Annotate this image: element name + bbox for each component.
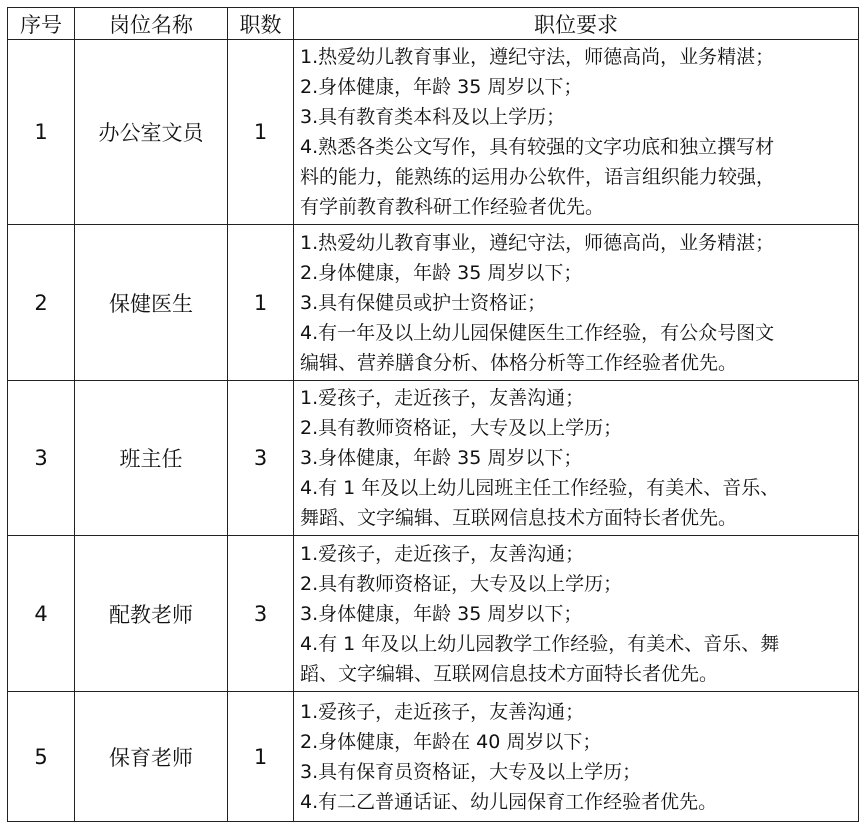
requirement-line: 4.熟悉各类公文写作，具有较强的文字功底和独立撰写材 — [300, 136, 775, 158]
requirement-line: 2.身体健康，年龄在 40 周岁以下； — [300, 730, 602, 753]
table-row — [8, 40, 859, 225]
job-requirements-table — [7, 7, 859, 822]
requirement-line: 3.身体健康，年龄 35 周岁以下； — [300, 447, 583, 469]
requirement-line: 4.有一年及以上幼儿园保健医生工作经验，有公众号图文 — [300, 321, 775, 344]
requirement-line: 3.具有保育员资格证，大专及以上学历； — [300, 760, 642, 783]
cell-position: 保育老师 — [75, 692, 228, 822]
table-row — [8, 536, 859, 692]
requirement-line: 2.身体健康，年龄 35 周岁以下； — [300, 76, 583, 98]
cell-position: 配教老师 — [75, 536, 228, 692]
requirement-line: 1.爱孩子，走近孩子，友善沟通； — [300, 542, 585, 565]
requirement-line: 有学前教育教科研工作经验者优先。 — [300, 196, 605, 218]
cell-position: 班主任 — [75, 381, 228, 536]
cell-count: 3 — [228, 536, 294, 692]
requirement-line: 舞蹈、文字编辑、互联网信息技术方面特长者优先。 — [300, 507, 738, 529]
cell-requirements — [294, 536, 859, 692]
cell-no: 4 — [8, 536, 75, 692]
requirement-line: 2.具有教师资格证，大专及以上学历； — [300, 572, 623, 595]
header-no: 序号 — [8, 8, 75, 40]
cell-requirements — [294, 692, 859, 822]
requirement-line: 4.有 1 年及以上幼儿园教学工作经验，有美术、音乐、舞 — [300, 632, 780, 655]
table-row — [8, 225, 859, 381]
header-position: 岗位名称 — [75, 8, 228, 40]
cell-no: 3 — [8, 381, 75, 536]
header-row — [8, 8, 859, 40]
cell-no: 2 — [8, 225, 75, 381]
cell-requirements — [294, 225, 859, 381]
cell-count: 3 — [228, 381, 294, 536]
header-count: 职数 — [228, 8, 294, 40]
requirement-line: 1.热爱幼儿教育事业，遵纪守法，师德高尚，业务精湛； — [300, 46, 775, 68]
requirement-line: 3.具有教育类本科及以上学历； — [300, 106, 566, 128]
cell-count: 1 — [228, 225, 294, 381]
table-row — [8, 381, 859, 536]
requirement-line: 料的能力，能熟练的运用办公软件，语言组织能力较强， — [300, 166, 776, 188]
cell-position: 保健医生 — [75, 225, 228, 381]
cell-count: 1 — [228, 40, 294, 225]
cell-requirements — [294, 381, 859, 536]
requirement-line: 2.身体健康，年龄 35 周岁以下； — [300, 261, 583, 284]
cell-position: 办公室文员 — [75, 40, 228, 225]
requirement-line: 编辑、营养膳食分析、体格分析等工作经验者优先。 — [300, 351, 738, 374]
requirement-line: 2.具有教师资格证，大专及以上学历； — [300, 417, 623, 439]
requirement-line: 1.爱孩子，走近孩子，友善沟通； — [300, 387, 585, 409]
requirement-line: 蹈、文字编辑、互联网信息技术方面特长者优先。 — [300, 662, 719, 685]
requirement-line: 4.有 1 年及以上幼儿园班主任工作经验，有美术、音乐、 — [300, 477, 780, 499]
table-row — [8, 692, 859, 822]
cell-no: 5 — [8, 692, 75, 822]
requirement-line: 1.爱孩子，走近孩子，友善沟通； — [300, 700, 585, 723]
requirement-line: 3.具有保健员或护士资格证； — [300, 291, 547, 314]
requirement-line: 1.热爱幼儿教育事业，遵纪守法，师德高尚，业务精湛； — [300, 231, 775, 254]
header-requirements: 职位要求 — [294, 8, 859, 40]
cell-count: 1 — [228, 692, 294, 822]
cell-requirements — [294, 40, 859, 225]
requirement-line: 4.有二乙普通话证、幼儿园保育工作经验者优先。 — [300, 790, 718, 813]
cell-no: 1 — [8, 40, 75, 225]
requirement-line: 3.身体健康，年龄 35 周岁以下； — [300, 602, 583, 625]
